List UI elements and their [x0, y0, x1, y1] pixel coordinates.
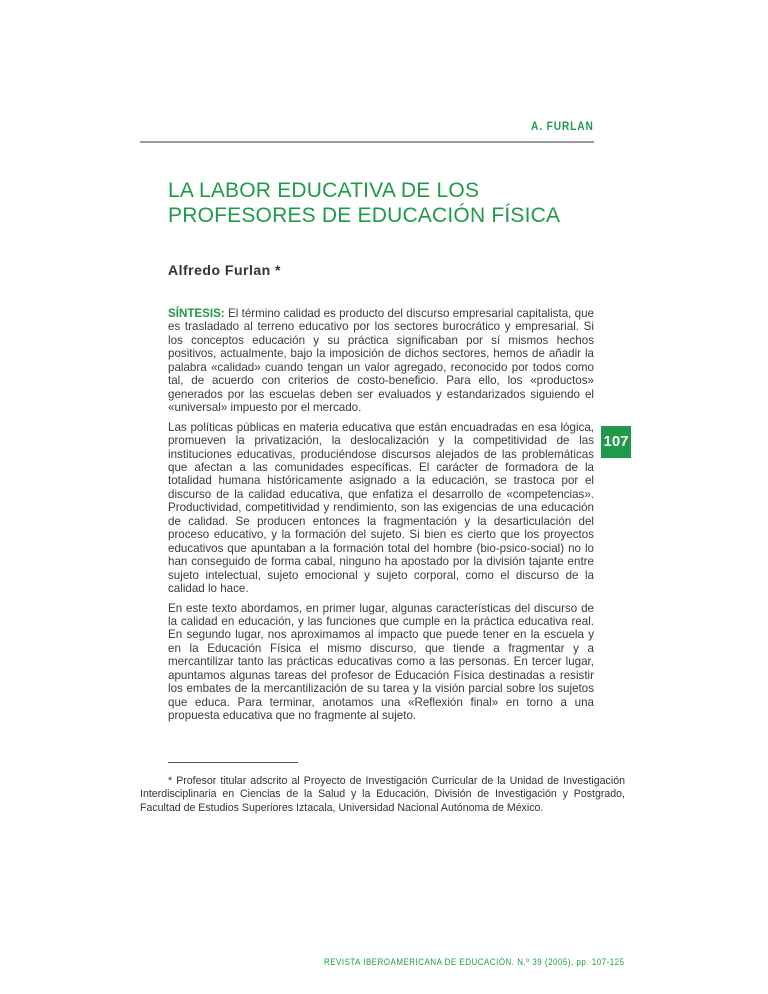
- abstract-paragraph: Las políticas públicas en materia educativa que están encuadradas en esa lógica, promueven la privatización, la deslocalización y la competitividad de las instituciones educativas, produciéndose discursos alejados de las problemáticas que afectan a las comunidades específicas. El carácter de formadora de la totalidad humana históricamente asignado a la educación, se trastoca por el discurso de la calidad educativa, que enfatiza el desarrollo de «competencias». Productividad, competitividad y rendimiento, son las exigencias de una educación de calidad. Se producen entonces la fragmentación y la desarticulación del proceso educativo, y la formación del sujeto. Si bien es cierto que los proyectos educativos que apuntaban a la formación total del hombre (bio-psico-social) no lo han conseguido de forma cabal, ninguno ha apostado por la división tajante entre sujeto intelectual, sujeto emocional y sujeto corporal, como el discurso de la calidad lo hace.: [168, 420, 594, 596]
- footnote-rule: [168, 762, 298, 763]
- abstract: [168, 307, 594, 729]
- abstract-paragraph: [168, 307, 594, 415]
- running-head: A. FURLAN: [531, 119, 594, 133]
- author-name: Alfredo Furlan *: [168, 262, 282, 278]
- abstract-paragraph: En este texto abordamos, en primer lugar, algunas características del discurso de la calidad en educación, y las funciones que cumple en la práctica educativa real. En segundo lugar, nos aproximamos al impacto que puede tener en la escuela y en la Educación Física el mismo discurso, que tiende a fragmentar y a mercantilizar tanto las prácticas educativas como a las personas. En tercer lugar, apuntamos algunas tareas del profesor de Educación Física destinadas a resistir los embates de la mercantilización de su tarea y la visión parcial sobre los sujetos que educa. Para terminar, anotamos una «Reflexión final» en torno a una propuesta educativa que no fragmente al sujeto.: [168, 601, 594, 723]
- footnote: * Profesor titular adscrito al Proyecto de Investigación Curricular de la Unidad de Investigación Interdisciplinaria en Ciencias de la Salud y la Educación, División de Investigación y Postgrado, Facultad de Estudios Superiores Iztacala, Universidad Nacional Autónoma de México.: [140, 775, 625, 814]
- page-number-badge: 107: [601, 426, 631, 458]
- synthesis-label: SÍNTESIS:: [168, 307, 225, 320]
- paragraph-text: El término calidad es producto del discurso empresarial capitalista, que es trasladado al terreno educativo por los sectores burocrático y empresarial. Si los conceptos educación y su práctica significaban por sí mismos hechos positivos, actualmente, bajo la imposición de dichos sectores, hemos de añadir la palabra «calidad» cuando tengan un valor agregado, reconocido por todos como tal, de acuerdo con criterios de costo-beneficio. Para ello, los «productos» generados por las escuelas deben ser evaluados y estandarizados siguiendo el «universal» impuesto por el mercado.: [168, 307, 594, 415]
- header-rule: [140, 141, 594, 143]
- journal-footer: REVISTA IBEROAMERICANA DE EDUCACIÓN. N.º 39 (2005), pp. 107-125: [324, 957, 625, 967]
- article-title: LA LABOR EDUCATIVA DE LOS PROFESORES DE EDUCACIÓN FÍSICA: [168, 179, 561, 227]
